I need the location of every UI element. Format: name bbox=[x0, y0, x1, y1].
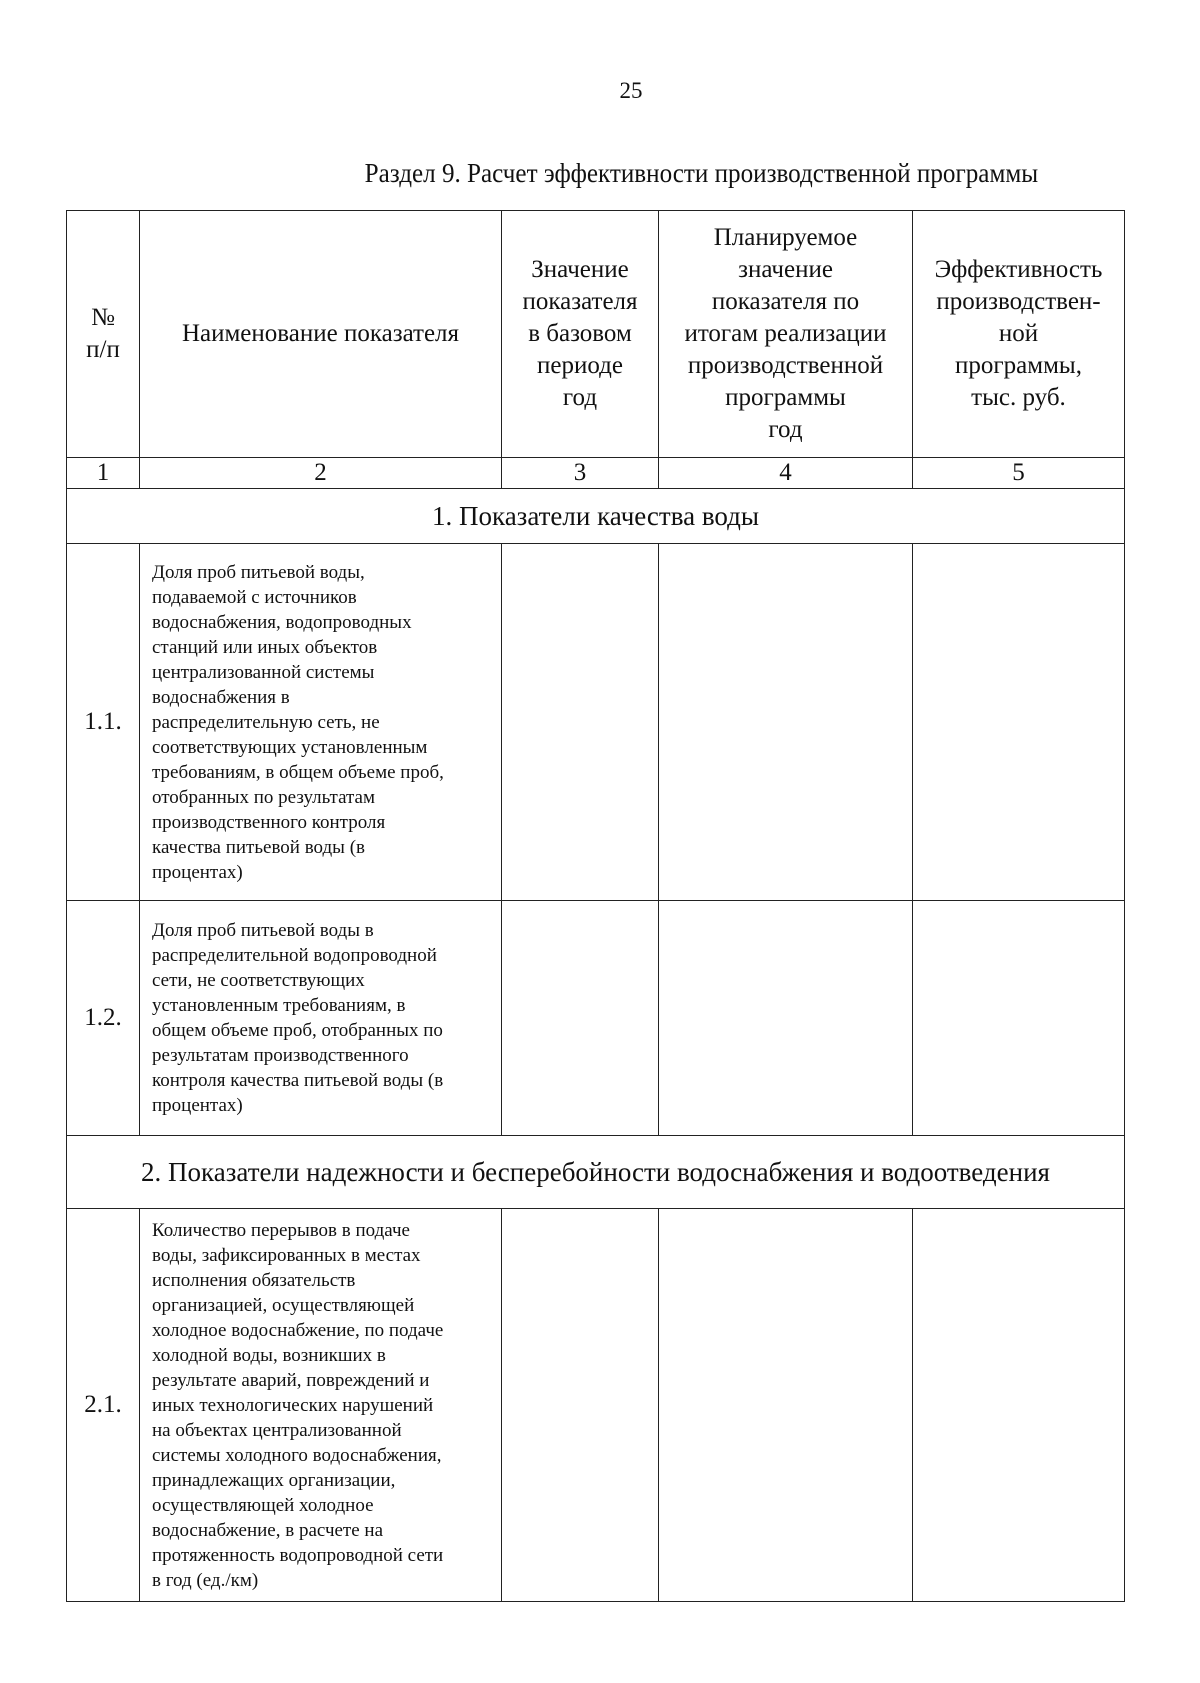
text-line: водоснабжения в bbox=[152, 686, 290, 708]
row-indicator-name bbox=[140, 1209, 502, 1602]
text-line: протяженность водопроводной сети bbox=[152, 1544, 444, 1566]
text-line: Значение bbox=[531, 256, 629, 283]
text-line: соответствующих установленным bbox=[152, 736, 428, 758]
efficiency-table bbox=[66, 210, 1125, 1602]
table-row bbox=[67, 1209, 1125, 1602]
row-base-value[interactable] bbox=[502, 1209, 659, 1602]
text-line: Планируемое bbox=[713, 224, 858, 251]
text-line: централизованной системы bbox=[152, 661, 375, 683]
text-line: исполнения обязательств bbox=[152, 1269, 356, 1291]
row-efficiency-value[interactable] bbox=[913, 901, 1125, 1136]
text-line: производствен- bbox=[936, 288, 1101, 315]
text-line: требованиям, в общем объеме проб, bbox=[152, 761, 444, 783]
section-row bbox=[67, 1136, 1125, 1209]
column-number: 5 bbox=[913, 458, 1125, 489]
text-line: Доля проб питьевой воды, bbox=[152, 561, 365, 583]
text-line: Наименование показателя bbox=[181, 320, 460, 347]
column-number: 3 bbox=[502, 458, 659, 489]
column-number-row bbox=[67, 458, 1125, 489]
text-line: программы, bbox=[955, 352, 1082, 379]
section-title: Раздел 9. Расчет эффективности производственной программы bbox=[364, 158, 1039, 188]
text-line: п/п bbox=[86, 336, 120, 363]
text-line: тыс. руб. bbox=[971, 384, 1066, 411]
text-line: показателя bbox=[522, 288, 638, 315]
text-line: год bbox=[562, 384, 598, 411]
row-planned-value[interactable] bbox=[659, 544, 913, 901]
section-heading: 2. Показатели надежности и бесперебойности водоснабжения и водоотведения bbox=[67, 1136, 1125, 1209]
text-line: процентах) bbox=[152, 1095, 243, 1116]
section-heading: 1. Показатели качества воды bbox=[67, 489, 1125, 544]
text-line: общем объеме проб, отобранных по bbox=[152, 1020, 443, 1041]
text-line: № bbox=[91, 304, 115, 331]
text-line: Эффективность bbox=[934, 256, 1103, 283]
header-row bbox=[67, 211, 1125, 458]
row-planned-value[interactable] bbox=[659, 1209, 913, 1602]
text-line: воды, зафиксированных в местах bbox=[152, 1244, 421, 1266]
page-number: 25 bbox=[619, 78, 643, 103]
row-indicator-name bbox=[140, 901, 502, 1136]
text-line: на объектах централизованной bbox=[152, 1419, 402, 1441]
row-indicator-name bbox=[140, 544, 502, 901]
header-number bbox=[67, 211, 140, 458]
text-line: организацией, осуществляющей bbox=[152, 1294, 415, 1316]
row-efficiency-value[interactable] bbox=[913, 1209, 1125, 1602]
header-base-value bbox=[502, 211, 659, 458]
text-line: системы холодного водоснабжения, bbox=[152, 1444, 442, 1466]
text-line: в год (ед./км) bbox=[152, 1569, 259, 1591]
text-line: производственной bbox=[687, 352, 884, 379]
row-number: 1.2. bbox=[67, 901, 140, 1136]
text-line: Доля проб питьевой воды в bbox=[152, 920, 374, 941]
text-line: осуществляющей холодное bbox=[152, 1494, 374, 1516]
table-row bbox=[67, 544, 1125, 901]
text-line: установленным требованиям, в bbox=[152, 995, 406, 1016]
header-indicator-name bbox=[140, 211, 502, 458]
text-line: распределительной водопроводной bbox=[152, 945, 437, 966]
text-line: год bbox=[768, 416, 803, 443]
text-line: сети, не соответствующих bbox=[152, 970, 365, 991]
row-number: 2.1. bbox=[67, 1209, 140, 1602]
section-row bbox=[67, 489, 1125, 544]
row-base-value[interactable] bbox=[502, 544, 659, 901]
text-line: ной bbox=[998, 320, 1039, 347]
column-number: 2 bbox=[140, 458, 502, 489]
text-line: принадлежащих организации, bbox=[152, 1469, 396, 1491]
text-line: значение bbox=[738, 256, 833, 283]
text-line: Количество перерывов в подаче bbox=[152, 1219, 410, 1241]
table-row bbox=[67, 901, 1125, 1136]
text-line: контроля качества питьевой воды (в bbox=[152, 1070, 444, 1091]
text-line: станций или иных объектов bbox=[152, 636, 378, 658]
text-line: подаваемой с источников bbox=[152, 586, 357, 608]
text-line: периоде bbox=[537, 352, 623, 379]
text-line: показателя по bbox=[711, 288, 860, 315]
text-line: процентах) bbox=[152, 861, 243, 883]
text-line: водоснабжения, водопроводных bbox=[152, 611, 412, 633]
text-line: в базовом bbox=[528, 320, 632, 347]
text-line: программы bbox=[725, 384, 846, 411]
text-line: водоснабжение, в расчете на bbox=[152, 1519, 384, 1541]
text-line: холодное водоснабжение, по подаче bbox=[152, 1319, 444, 1341]
text-line: отобранных по результатам bbox=[152, 786, 375, 808]
column-number: 1 bbox=[67, 458, 140, 489]
text-line: результатам производственного bbox=[152, 1045, 409, 1066]
row-base-value[interactable] bbox=[502, 901, 659, 1136]
column-number: 4 bbox=[659, 458, 913, 489]
text-line: распределительную сеть, не bbox=[152, 711, 380, 733]
text-line: иных технологических нарушений bbox=[152, 1394, 434, 1416]
text-line: итогам реализации bbox=[684, 320, 887, 347]
header-planned-value bbox=[659, 211, 913, 458]
row-number: 1.1. bbox=[67, 544, 140, 901]
row-efficiency-value[interactable] bbox=[913, 544, 1125, 901]
text-line: качества питьевой воды (в bbox=[152, 836, 365, 858]
row-planned-value[interactable] bbox=[659, 901, 913, 1136]
text-line: холодной воды, возникших в bbox=[152, 1344, 386, 1366]
header-efficiency bbox=[913, 211, 1125, 458]
text-line: производственного контроля bbox=[152, 811, 386, 833]
text-line: результате аварий, повреждений и bbox=[152, 1369, 430, 1391]
